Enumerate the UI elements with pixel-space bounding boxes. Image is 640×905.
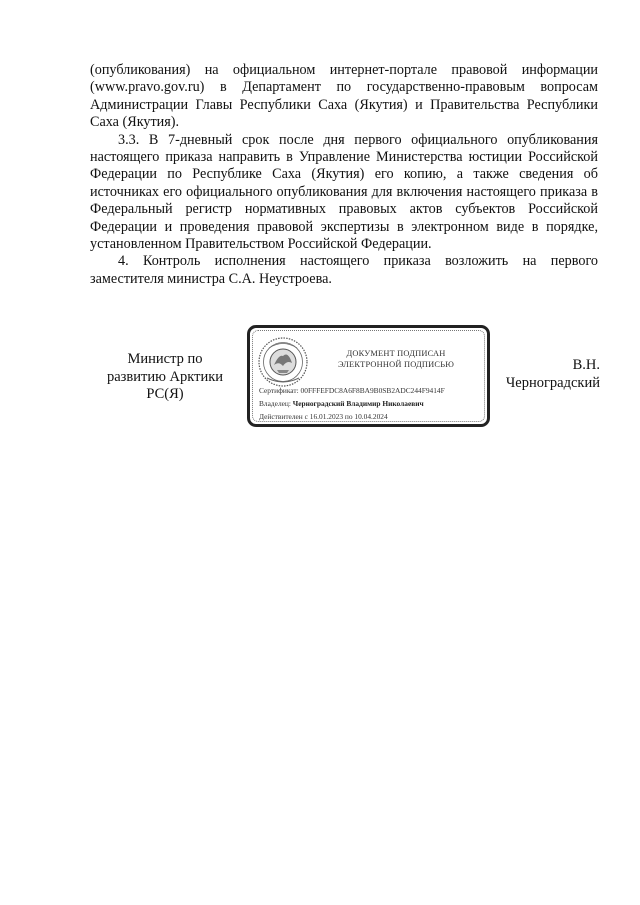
valid-label: Действителен: [259, 412, 303, 421]
stamp-heading-line: ДОКУМЕНТ ПОДПИСАН: [346, 349, 446, 358]
paragraph-4: 4. Контроль исполнения настоящего приказа возложить на первого заместителя министра С.А. Неустроева.: [90, 253, 598, 287]
valid-to-date: 10.04.2024: [354, 412, 388, 421]
stamp-validity: [259, 412, 388, 421]
stamp-heading-line: ЭЛЕКТРОННОЙ ПОДПИСЬЮ: [337, 359, 455, 369]
signer-name: [482, 357, 600, 392]
owner-label: Владелец:: [259, 399, 291, 408]
signer-surname: Черноградский: [505, 374, 600, 391]
document-body: [90, 62, 598, 288]
certificate-label: Сертификат:: [259, 386, 299, 395]
stamp-certificate: [259, 386, 445, 395]
valid-from-date: 16.01.2023: [309, 412, 344, 421]
valid-from-word: с: [304, 412, 308, 421]
signer-position-line: Министр по: [127, 351, 203, 367]
owner-value: Черноградский Владимир Николаевич: [292, 399, 424, 408]
certificate-value: 00FFFEFDC8A6F8BA9B0SB2ADC244F9414F: [300, 386, 445, 395]
electronic-signature-stamp: [247, 325, 490, 427]
coat-of-arms-icon: [257, 336, 309, 388]
signer-position: [98, 351, 232, 404]
stamp-heading: [314, 349, 478, 370]
paragraph-publication: (опубликования) на официальном интернет-портале правовой информации (www.pravo.gov.ru) в Департамент по государственно-правовым вопросам Администрации Главы Республики Саха (Якутия) и Правительства Республики Саха (Якутия).: [90, 62, 598, 131]
stamp-owner: [259, 399, 424, 408]
valid-to-word: по: [344, 412, 353, 421]
signer-position-line: РС(Я): [146, 386, 184, 402]
signer-initials: В.Н.: [572, 357, 600, 373]
paragraph-3-3: 3.3. В 7-дневный срок после дня первого официального опубликования настоящего приказа направить в Управление Министерства юстиции Российской Федерации по Республике Саха (Якутия) его копию, а также сведения об источниках его официального опубликования для включения настоящего приказа в Федеральный регистр нормативных правовых актов субъектов Российской Федерации и проведения правовой экспертизы в электронном виде в порядке, установленном Правительством Российской Федерации.: [90, 131, 598, 253]
signer-position-line: развитию Арктики: [106, 368, 224, 385]
